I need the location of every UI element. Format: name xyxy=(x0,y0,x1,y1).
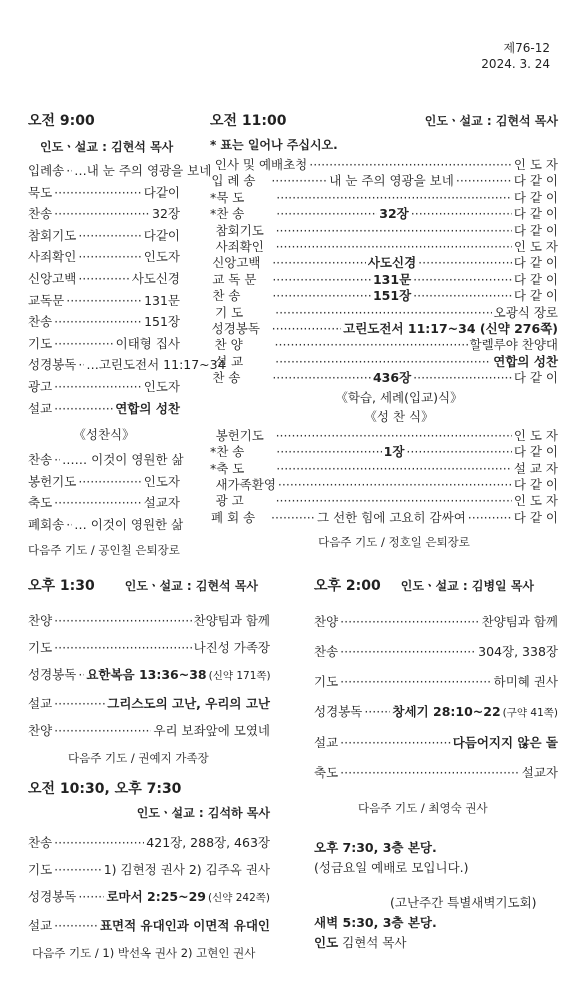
item-value: 연합의 성찬 xyxy=(115,400,180,416)
item-label: 설교 xyxy=(314,735,339,750)
item-value: 인 도 자 xyxy=(513,493,558,509)
order-item xyxy=(28,354,226,376)
order-item xyxy=(28,912,270,939)
order-list xyxy=(28,449,184,535)
order-item xyxy=(210,354,558,370)
wednesday-service xyxy=(314,838,558,878)
order-item xyxy=(210,157,558,173)
order-item xyxy=(28,268,180,290)
leader-dots xyxy=(78,661,84,688)
item-label: 찬송 xyxy=(28,452,53,468)
order-item xyxy=(28,182,180,204)
order-item xyxy=(210,206,558,222)
order-item xyxy=(210,239,558,255)
item-label: 축 도 xyxy=(216,460,245,476)
order-item xyxy=(28,160,212,182)
order-item xyxy=(28,376,180,398)
item-label: 봉헌기도 xyxy=(28,473,77,489)
leader-dots xyxy=(66,514,72,536)
order-item xyxy=(210,272,558,288)
leader-dots xyxy=(78,268,129,290)
item-label: 인사 및 예배초청 xyxy=(214,157,308,172)
item-value: 421장, 288장, 463장 xyxy=(146,835,270,850)
item-detail: 436장 xyxy=(372,370,412,386)
item-label: 설교 xyxy=(28,696,53,711)
item-value: 표면적 유대인과 이면적 유대인 xyxy=(99,918,270,933)
item-detail: 32장 xyxy=(379,206,409,222)
order-item xyxy=(28,311,180,333)
leader-dots xyxy=(276,239,512,255)
item-label: 찬양 xyxy=(28,723,53,738)
issue-number: 제76-12 xyxy=(503,41,550,55)
leader-dots xyxy=(340,607,479,637)
item-label: 봉헌기도 xyxy=(215,427,264,443)
leader-dots xyxy=(78,883,104,910)
item-label: 찬양 xyxy=(28,613,53,628)
dawn-prayer xyxy=(314,893,558,953)
order-item xyxy=(28,203,180,225)
item-label: 찬 송 xyxy=(212,370,241,386)
order-item xyxy=(210,255,558,271)
leader-dots xyxy=(54,829,144,856)
leader-dots xyxy=(276,206,377,222)
order-item xyxy=(314,758,558,788)
item-value: 다 같 이 xyxy=(513,271,558,287)
item-value: 다 같 이 xyxy=(513,370,558,386)
leader-dots xyxy=(54,856,102,883)
item-label: 성경봉독 xyxy=(28,357,77,373)
item-value: 창세기 28:10~22 xyxy=(392,704,501,719)
leader-dots xyxy=(272,370,371,386)
leader-dots xyxy=(413,370,512,386)
order-item xyxy=(28,471,180,493)
leader-dots xyxy=(406,444,511,460)
order-item xyxy=(210,305,558,321)
leader-dots xyxy=(54,449,60,471)
item-value: 연합의 성찬 xyxy=(493,353,558,369)
item-note: (신약 171쪽) xyxy=(208,670,271,682)
order-item xyxy=(28,634,270,661)
item-label: 교 독 문 xyxy=(212,271,257,287)
leader-dots xyxy=(272,272,371,288)
standing-note: * 표는 일어나 주십시오. xyxy=(210,138,338,152)
next-week-prayer: 다음주 기도 / 1) 박선옥 권사 2) 고현인 권사 xyxy=(32,946,256,960)
item-value: 나진성 가족장 xyxy=(193,640,270,655)
order-item xyxy=(210,173,558,189)
item-detail: 사도신경 xyxy=(367,255,417,271)
order-item xyxy=(314,667,558,697)
item-value: 이태형 집사 xyxy=(115,335,180,351)
item-value: 다 같 이 xyxy=(513,255,558,271)
item-value: 그리스도의 고난, 우리의 고난 xyxy=(107,696,270,711)
order-item xyxy=(28,492,180,514)
item-detail: 내 눈 주의 영광을 보네 xyxy=(329,173,454,189)
service-leader: 인도ㆍ설교 : 김석하 목사 xyxy=(136,806,270,820)
service-leader: 인도ㆍ설교 : 김현석 목사 xyxy=(424,114,558,128)
item-label: 참회기도 xyxy=(28,227,77,243)
item-label: 찬양 xyxy=(314,614,339,629)
leader-dots xyxy=(456,173,512,189)
item-label: 기도 xyxy=(314,674,339,689)
item-value: 사도신경 xyxy=(131,270,180,286)
item-label: 성경봉독 xyxy=(28,889,77,904)
next-week-prayer: 다음주 기도 / 공인칠 은퇴장로 xyxy=(28,542,180,557)
next-week-prayer: 다음주 기도 / 정호일 은퇴장로 xyxy=(318,535,470,550)
leader-dots xyxy=(78,471,141,493)
service-2pm xyxy=(314,575,558,816)
item-label: 찬 송 xyxy=(212,288,241,304)
leader-dots xyxy=(66,160,72,182)
service-time: 오전 9:00 xyxy=(28,113,95,129)
item-note: (구약 41쪽) xyxy=(502,707,558,719)
item-value: 하미혜 권사 xyxy=(493,674,558,689)
leader-dots xyxy=(271,173,327,189)
item-value: …… 이것이 영원한 삶 xyxy=(62,452,184,468)
order-item xyxy=(28,717,270,744)
leader-dots xyxy=(364,697,390,727)
wed-time: 오후 7:30, 3층 본당. xyxy=(314,840,437,855)
order-item xyxy=(210,477,558,493)
leader-dots xyxy=(78,354,84,376)
leader-dots xyxy=(54,690,105,717)
order-item xyxy=(210,461,558,477)
order-item xyxy=(314,697,558,728)
next-week-prayer: 다음주 기도 / 권예지 가족장 xyxy=(68,751,209,765)
item-label: 기도 xyxy=(28,335,53,351)
order-item xyxy=(28,290,180,312)
item-value: 오광식 장로 xyxy=(493,304,558,320)
order-item xyxy=(210,428,558,444)
sub-heading-baptism: 《학습, 세례(입교)식》 xyxy=(335,389,463,405)
item-value: 인도자 xyxy=(143,378,180,394)
leader-dots xyxy=(276,444,381,460)
service-9am xyxy=(28,110,226,558)
item-value: 131문 xyxy=(144,292,180,308)
order-list xyxy=(28,607,270,744)
item-value: 인 도 자 xyxy=(513,157,558,172)
order-item xyxy=(28,690,270,717)
order-item xyxy=(28,225,180,247)
leader-dots xyxy=(272,255,366,271)
leader-dots xyxy=(468,510,512,526)
service-1030am xyxy=(28,778,270,961)
dawn-leader-label: 인도 xyxy=(314,935,339,950)
item-label: 기도 xyxy=(28,862,53,877)
order-item xyxy=(314,637,558,667)
service-11am xyxy=(210,110,558,550)
leader-dots xyxy=(54,203,150,225)
leader-dots xyxy=(340,667,491,697)
item-label: 참회기도 xyxy=(215,222,264,238)
item-label: 신앙고백 xyxy=(212,255,261,271)
item-label: 설교 xyxy=(28,400,53,416)
leader-dots xyxy=(54,182,142,204)
leader-dots xyxy=(275,305,492,321)
leader-dots xyxy=(340,637,476,667)
item-value: 우리 보좌앞에 모였네 xyxy=(153,723,270,738)
leader-dots xyxy=(340,728,451,758)
leader-dots xyxy=(272,288,371,304)
item-label: 사죄확인 xyxy=(215,239,264,255)
item-value: 설 교 자 xyxy=(513,460,558,476)
leader-dots xyxy=(276,493,512,509)
leader-dots xyxy=(413,288,512,304)
leader-dots xyxy=(271,510,315,526)
item-detail: 151장 xyxy=(372,288,412,304)
item-value: 요한복음 13:36~38 xyxy=(86,667,207,682)
item-value: 다 같 이 xyxy=(513,189,558,205)
dawn-title: (고난주간 특별새벽기도회) xyxy=(390,895,537,910)
item-label: 교독문 xyxy=(28,292,65,308)
service-leader: 인도ㆍ설교 : 김현석 목사 xyxy=(40,140,174,154)
service-time: 오후 1:30 xyxy=(28,578,95,594)
item-value: …내 눈 주의 영광을 보네 xyxy=(74,163,212,178)
leader-dots xyxy=(54,492,142,514)
service-130pm xyxy=(28,575,270,766)
leader-dots xyxy=(54,333,113,355)
order-item xyxy=(210,223,558,239)
dawn-leader: 김현석 목사 xyxy=(342,935,407,950)
item-label: 묵도 xyxy=(28,184,53,200)
item-value: 인도자 xyxy=(143,249,180,265)
sub-heading: 《성찬식》 xyxy=(73,427,135,443)
service-time: 오전 10:30, 오후 7:30 xyxy=(28,781,182,797)
order-list xyxy=(28,160,226,419)
item-label: 축도 xyxy=(314,765,339,780)
order-item xyxy=(28,398,180,420)
item-label: 성경봉독 xyxy=(211,321,260,337)
leader-dots xyxy=(54,607,191,634)
order-item xyxy=(28,333,180,355)
leader-dots xyxy=(276,461,512,477)
service-time: 오전 11:00 xyxy=(210,113,287,129)
leader-dots xyxy=(278,477,512,493)
order-item xyxy=(28,829,270,856)
order-list xyxy=(28,829,270,939)
service-leader: 인도ㆍ설교 : 김현석 목사 xyxy=(124,579,259,593)
item-detail: 그 선한 힘에 고요히 감싸여 xyxy=(317,509,466,525)
item-label: 찬 양 xyxy=(214,337,243,353)
order-item xyxy=(314,728,558,758)
item-detail: 131문 xyxy=(372,271,412,287)
item-value: 찬양팀과 함께 xyxy=(193,613,270,628)
leader-dots xyxy=(78,225,141,247)
item-value: 할렐루야 찬양대 xyxy=(469,337,558,353)
order-item xyxy=(28,661,270,690)
order-item xyxy=(28,883,270,912)
order-item xyxy=(28,514,184,536)
item-value: 로마서 2:25~29 xyxy=(106,889,206,904)
item-value: 304장, 338장 xyxy=(478,644,558,659)
order-item xyxy=(210,370,558,386)
order-item xyxy=(28,607,270,634)
item-label: 찬 송 xyxy=(216,206,245,222)
leader-dots xyxy=(54,717,151,744)
bulletin-header xyxy=(481,40,550,72)
leader-dots xyxy=(276,223,512,239)
order-item xyxy=(210,190,558,206)
item-label: 찬 송 xyxy=(216,444,245,460)
order-item xyxy=(28,246,180,268)
item-value: 다 같 이 xyxy=(513,222,558,238)
item-label: 사죄확인 xyxy=(28,249,77,265)
order-item xyxy=(314,607,558,637)
item-value: … 이것이 영원한 삶 xyxy=(74,516,184,532)
dawn-time: 새벽 5:30, 3층 본당. xyxy=(314,915,437,930)
item-value: 151장 xyxy=(144,314,180,330)
order-item xyxy=(210,493,558,509)
item-label: 설교 xyxy=(28,918,53,933)
leader-dots xyxy=(78,246,141,268)
item-label: 설 교 xyxy=(215,353,244,369)
item-label: 묵 도 xyxy=(216,189,245,205)
item-value: 다같이 xyxy=(143,227,180,243)
wed-note: (성금요일 예배로 모입니다.) xyxy=(314,860,469,875)
item-value: 다같이 xyxy=(143,184,180,200)
item-value: 다 같 이 xyxy=(513,206,558,222)
item-label: 기 도 xyxy=(215,304,244,320)
leader-dots xyxy=(54,311,142,333)
next-week-prayer: 다음주 기도 / 최영숙 권사 xyxy=(358,801,488,815)
item-label: 찬송 xyxy=(28,835,53,850)
order-item xyxy=(210,337,558,353)
bulletin-date: 2024. 3. 24 xyxy=(481,57,550,71)
item-label: 새가족환영 xyxy=(215,476,276,492)
stand-mark: * xyxy=(210,444,217,460)
item-value: 인 도 자 xyxy=(513,239,558,255)
stand-mark: * xyxy=(210,206,217,222)
item-value: 설교자 xyxy=(521,765,558,780)
item-label: 광 고 xyxy=(215,493,244,509)
leader-dots xyxy=(275,337,468,353)
item-label: 기도 xyxy=(28,640,53,655)
leader-dots xyxy=(272,321,342,337)
order-list xyxy=(210,157,558,387)
order-item xyxy=(210,321,558,337)
item-label: 입례송 xyxy=(28,163,65,178)
leader-dots xyxy=(418,255,512,271)
item-value: 다 같 이 xyxy=(513,173,558,189)
item-label: 성경봉독 xyxy=(28,667,77,682)
service-time: 오후 2:00 xyxy=(314,578,381,594)
item-label: 찬송 xyxy=(28,314,53,330)
item-label: 축도 xyxy=(28,495,53,511)
item-value: …고린도전서 11:17~34 xyxy=(86,357,226,373)
leader-dots xyxy=(54,398,113,420)
leader-dots xyxy=(54,376,142,398)
leader-dots xyxy=(411,206,512,222)
item-label: 성경봉독 xyxy=(314,704,363,719)
item-value: 인 도 자 xyxy=(513,427,558,443)
item-value: 다 같 이 xyxy=(513,444,558,460)
item-value: 1) 김현정 권사 2) 김주옥 권사 xyxy=(103,862,270,877)
item-label: 신앙고백 xyxy=(28,270,77,286)
leader-dots xyxy=(66,290,142,312)
order-list xyxy=(314,607,558,788)
item-detail: 1장 xyxy=(383,444,405,460)
leader-dots xyxy=(413,272,512,288)
item-detail: 고린도전서 11:17~34 (신약 276쪽) xyxy=(343,321,558,337)
leader-dots xyxy=(309,157,512,173)
item-note: (신약 242쪽) xyxy=(207,892,270,904)
leader-dots xyxy=(276,428,512,444)
item-label: 입 례 송 xyxy=(211,173,256,189)
sub-heading-communion: 《성 찬 식》 xyxy=(364,408,434,424)
leader-dots xyxy=(276,190,512,206)
item-value: 다 같 이 xyxy=(513,509,558,525)
leader-dots xyxy=(275,354,491,370)
stand-mark: * xyxy=(210,189,217,205)
item-value: 찬양팀과 함께 xyxy=(481,614,558,629)
service-leader: 인도ㆍ설교 : 김병일 목사 xyxy=(400,579,535,593)
item-value: 다듬어지지 않은 돌 xyxy=(452,735,558,750)
leader-dots xyxy=(54,912,98,939)
item-label: 찬송 xyxy=(28,206,53,222)
item-value: 32장 xyxy=(152,206,180,222)
order-item xyxy=(210,288,558,304)
leader-dots xyxy=(54,634,191,661)
order-item xyxy=(28,856,270,883)
item-label: 찬송 xyxy=(314,644,339,659)
order-item xyxy=(28,449,184,471)
order-list xyxy=(210,428,558,526)
leader-dots xyxy=(340,758,520,788)
stand-mark: * xyxy=(210,460,217,476)
order-item xyxy=(210,510,558,526)
item-value: 다 같 이 xyxy=(513,476,558,492)
item-label: 폐회송 xyxy=(28,516,65,532)
item-value: 인도자 xyxy=(143,473,180,489)
item-label: 폐 회 송 xyxy=(211,509,256,525)
item-label: 광고 xyxy=(28,378,53,394)
item-value: 다 같 이 xyxy=(513,288,558,304)
order-item xyxy=(210,444,558,460)
item-value: 설교자 xyxy=(143,495,180,511)
